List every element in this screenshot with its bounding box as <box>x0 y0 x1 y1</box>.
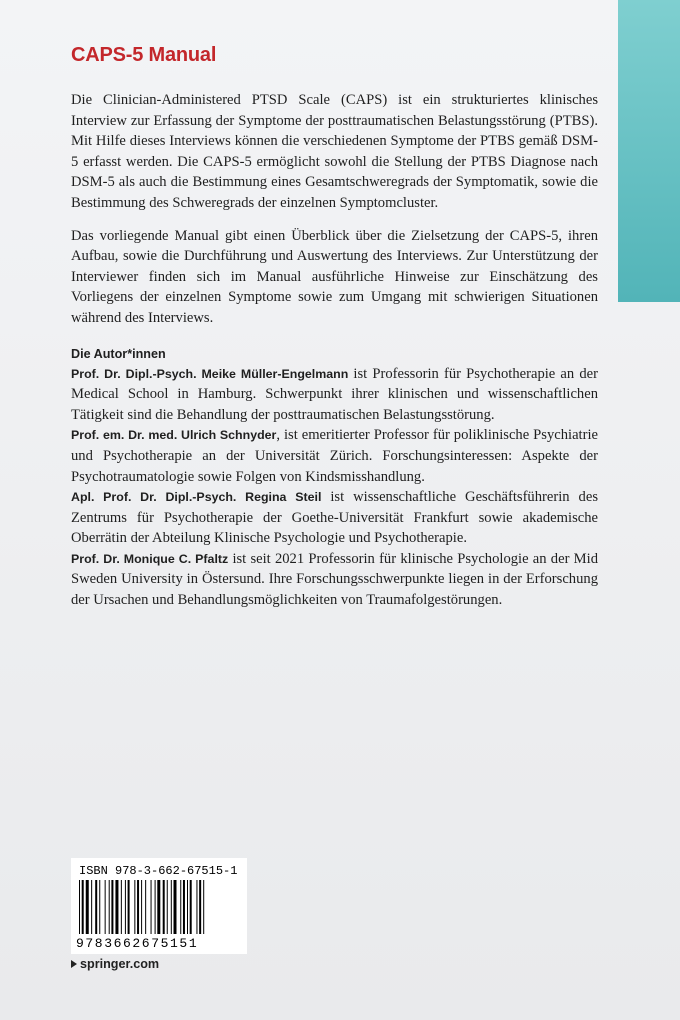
author-bio: , ist emeritierter Professor für poliklinische Psychiatrie und Psychotherapie an der Universität Zürich. Forschungsinteressen: Aspekte der Psychotraumatologie sowie Folgen von Kindsmisshandlung. <box>71 427 598 485</box>
description-paragraph-1: Die Clinician-Administered PTSD Scale (CAPS) ist ein strukturiertes klinisches Interview zur Erfassung der Symptome der posttraumatischen Belastungsstörung (PTBS). Mit Hilfe dieses Interviews können die verschiedenen Symptome der PTBS gemäß DSM-5 erfasst werden. Die CAPS-5 ermöglicht sowohl die Stellung der PTBS Diagnose nach DSM-5 als auch die Bestimmung eines Gesamtschweregrads der Symptomatik, sowie die Bestimmung des Schweregrads der einzelnen Symptomcluster. <box>71 92 598 211</box>
author-name: Prof. em. Dr. med. Ulrich Schnyder <box>71 428 277 443</box>
barcode-bar <box>82 880 84 934</box>
barcode-bar <box>79 880 80 934</box>
barcode-bar <box>145 880 146 934</box>
barcode-bar <box>167 880 168 934</box>
barcode-bar <box>95 880 97 934</box>
author-entry <box>71 425 598 487</box>
barcode-bar <box>151 880 152 934</box>
barcode-bar <box>109 880 110 934</box>
barcode-bar <box>155 880 156 934</box>
barcode-bar <box>99 880 100 934</box>
barcode-bar <box>111 880 113 934</box>
description-paragraph-2: Das vorliegende Manual gibt einen Überblick über die Zielsetzung der CAPS-5, ihren Aufbau, sowie die Durchführung und Auswertung des Interviews. Zur Unterstützung der Interviewer finden sich im Manual ausführliche Hinweise zur Einschätzung des Vorliegens der einzelnen Symptome sowie zum Umgang mit schwierigen Situationen während des Interviews. <box>71 227 598 326</box>
ean-digits: 9783662675151 <box>76 936 199 951</box>
publisher-link[interactable] <box>71 957 159 971</box>
barcode-bar <box>137 880 139 934</box>
author-name: Prof. Dr. Dipl.-Psych. Meike Müller-Engelmann <box>71 366 349 381</box>
barcode-bar <box>128 880 130 934</box>
authors-heading: Die Autor*innen <box>71 346 166 361</box>
teal-accent-bar <box>618 0 680 302</box>
barcode-bar <box>183 880 185 934</box>
barcode-bar <box>171 880 172 934</box>
barcode-bar <box>86 880 89 934</box>
barcode-bar <box>105 880 106 934</box>
barcode-bar <box>157 880 160 934</box>
barcode-bar <box>203 880 204 934</box>
author-entry <box>71 364 598 426</box>
author-bio: ist Professorin für Psychotherapie an der Medical School in Hamburg. Schwerpunkt ihrer klinischen und wissenschaftlichen Tätigkeit sind die Behandlung der posttraumatischen Belastungsstörung. <box>71 365 598 423</box>
isbn-barcode <box>71 858 247 954</box>
barcode-bar <box>141 880 142 934</box>
publisher-link-label: springer.com <box>80 957 160 971</box>
barcode-bar <box>115 880 118 934</box>
author-bio: ist wissenschaftliche Geschäftsführerin des Zentrums für Psychotherapie der Goethe-Universität Frankfurt sowie akademische Oberrätin der Abteilung Klinische Psychologie und Psychotherapie. <box>71 489 599 547</box>
author-bio: ist seit 2021 Professorin für klinische Psychologie an der Mid Sweden University in Östersund. Ihre Forschungsschwerpunkte liegen in der Erforschung der Ursachen und Behandlungsmöglichkeiten von Traumafolgestörungen. <box>71 550 598 609</box>
book-title: CAPS-5 Manual <box>71 44 217 66</box>
barcode-bar <box>187 880 188 934</box>
barcode-bar <box>199 880 201 934</box>
barcode-bar <box>190 880 192 934</box>
barcode-bar <box>174 880 177 934</box>
barcode-bar <box>125 880 126 934</box>
author-entry <box>71 487 598 549</box>
barcode-icon <box>75 880 243 936</box>
barcode-bar <box>180 880 181 934</box>
barcode-bar <box>163 880 165 934</box>
arrow-right-icon <box>71 960 77 968</box>
author-name: Prof. Dr. Monique C. Pfaltz <box>71 551 229 566</box>
barcode-bar <box>134 880 135 934</box>
barcode-bar <box>121 880 122 934</box>
isbn-label: ISBN 978-3-662-67515-1 <box>79 864 238 878</box>
author-entry <box>71 549 598 611</box>
barcode-bar <box>91 880 92 934</box>
back-cover-text <box>71 44 598 611</box>
author-name: Apl. Prof. Dr. Dipl.-Psych. Regina Steil <box>71 490 322 505</box>
barcode-bar <box>196 880 197 934</box>
